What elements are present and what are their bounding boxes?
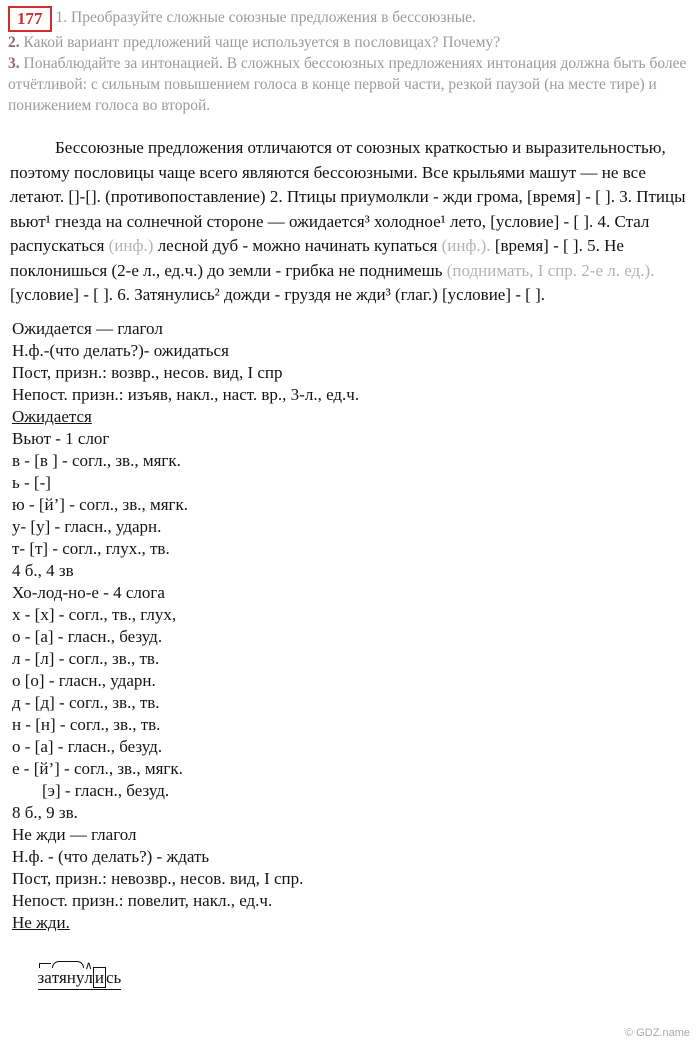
- morpheme-analysis-word: [12, 938, 692, 1012]
- answer-segment: [время] - [ ]. 5. Не поклонишься (2-е л., ед.ч.) до земли - грибка не поднимешь: [10, 236, 624, 280]
- morpheme-postfix: сь: [105, 967, 122, 987]
- task-number-2: 2.: [8, 34, 20, 51]
- analysis-line: о - [а] - гласн., безуд.: [12, 736, 163, 756]
- analysis-line: Вьют - 1 слог: [12, 428, 110, 448]
- analysis-line: о [о] - гласн., ударн.: [12, 670, 156, 690]
- analysis-line: ь - [-]: [12, 472, 51, 492]
- analysis-line: о - [а] - гласн., безуд.: [12, 626, 163, 646]
- morpheme-ending: и: [94, 967, 104, 987]
- task-number-1: 1.: [55, 9, 68, 26]
- task-text-3: Понаблюдайте за интонацией. В сложных бессоюзных предложениях интонация должна быть более отчётливой: с сильным повышением голоса в конце первой части, резкой паузой (на месте тире) и понижением голоса во второй.: [8, 55, 687, 114]
- answer-segment: Бессоюзные предложения отличаются от союзных краткостью и выразительностью, поэтому пословицы чаще всего являются бессоюзными. Все крыльями машут — не все летают. []-[]. (противопоставление) 2. Птицы приумолкли - жди грома, [время] - [ ]. 3. Птицы вьют¹ гнезда на солнечной стороне — ожидается³ холодное¹ лето, [условие] - [ ]. 4. Стал распускаться: [10, 138, 686, 255]
- analysis-line: Непост. призн.: повелит, накл., ед.ч.: [12, 890, 273, 910]
- analysis-line-underlined: Ожидается: [12, 406, 92, 426]
- analysis-line: 8 б., 9 зв.: [12, 802, 78, 822]
- analysis-line: ю - [й’] - согл., зв., мягк.: [12, 494, 189, 514]
- morpheme-word: [38, 960, 122, 990]
- analysis-line: 4 б., 4 зв: [12, 560, 74, 580]
- analysis-line: д - [д] - согл., зв., тв.: [12, 692, 160, 712]
- analysis-line: Н.ф. - (что делать?) - ждать: [12, 846, 210, 866]
- answer-segment: лесной дуб - можно начинать купаться: [153, 236, 442, 255]
- exercise-number: 177: [8, 6, 52, 32]
- analysis-line: Ожидается — глагол: [12, 318, 163, 338]
- analysis-line: Непост. призн.: изъяв, накл., наст. вр., 3-л., ед.ч.: [12, 384, 360, 404]
- analysis-line: е - [й’] - согл., зв., мягк.: [12, 758, 183, 778]
- answer-segment-muted: (инф.).: [441, 236, 491, 255]
- analysis-line: н - [н] - согл., зв., тв.: [12, 714, 161, 734]
- task-text-2: Какой вариант предложений чаще используется в пословицах? Почему?: [19, 34, 501, 51]
- analysis-line: Не жди — глагол: [12, 824, 137, 844]
- site-credit: © GDZ.name: [625, 1027, 690, 1039]
- analysis-line-indented: [э] - гласн., безуд.: [42, 780, 170, 800]
- analysis-section: [8, 318, 692, 1012]
- analysis-line: х - [х] - согл., тв., глух,: [12, 604, 177, 624]
- analysis-line-underlined: Не жди.: [12, 912, 70, 932]
- analysis-line: Н.ф.-(что делать?)- ожидаться: [12, 340, 229, 360]
- morpheme-prefix: за: [37, 967, 52, 987]
- answer-paragraph: [10, 136, 690, 308]
- analysis-line: Пост, призн.: возвр., несов. вид, I спр: [12, 362, 283, 382]
- analysis-line: у- [у] - гласн., ударн.: [12, 516, 162, 536]
- analysis-line: т- [т] - согл., глух., тв.: [12, 538, 170, 558]
- morpheme-suffix: ∧ л: [84, 968, 92, 987]
- exercise-task: [8, 6, 692, 116]
- morpheme-root: тяну: [51, 967, 85, 987]
- answer-segment-muted: (инф.): [108, 236, 154, 255]
- analysis-line: Хо-лод-но-е - 4 слога: [12, 582, 165, 602]
- task-text-1: Преобразуйте сложные союзные предложения в бессоюзные.: [67, 9, 476, 26]
- task-number-3: 3.: [8, 55, 20, 72]
- analysis-line: Пост, призн.: невозвр., несов. вид, I спр.: [12, 868, 304, 888]
- answer-segment: [условие] - [ ]. 6. Затянулись² дожди - груздя не жди³ (глаг.) [условие] - [ ].: [10, 285, 545, 304]
- analysis-line: в - [в ] - согл., зв., мягк.: [12, 450, 181, 470]
- answer-segment-muted: (поднимать, I спр. 2-е л. ед.).: [446, 260, 655, 280]
- analysis-line: л - [л] - согл., зв., тв.: [12, 648, 160, 668]
